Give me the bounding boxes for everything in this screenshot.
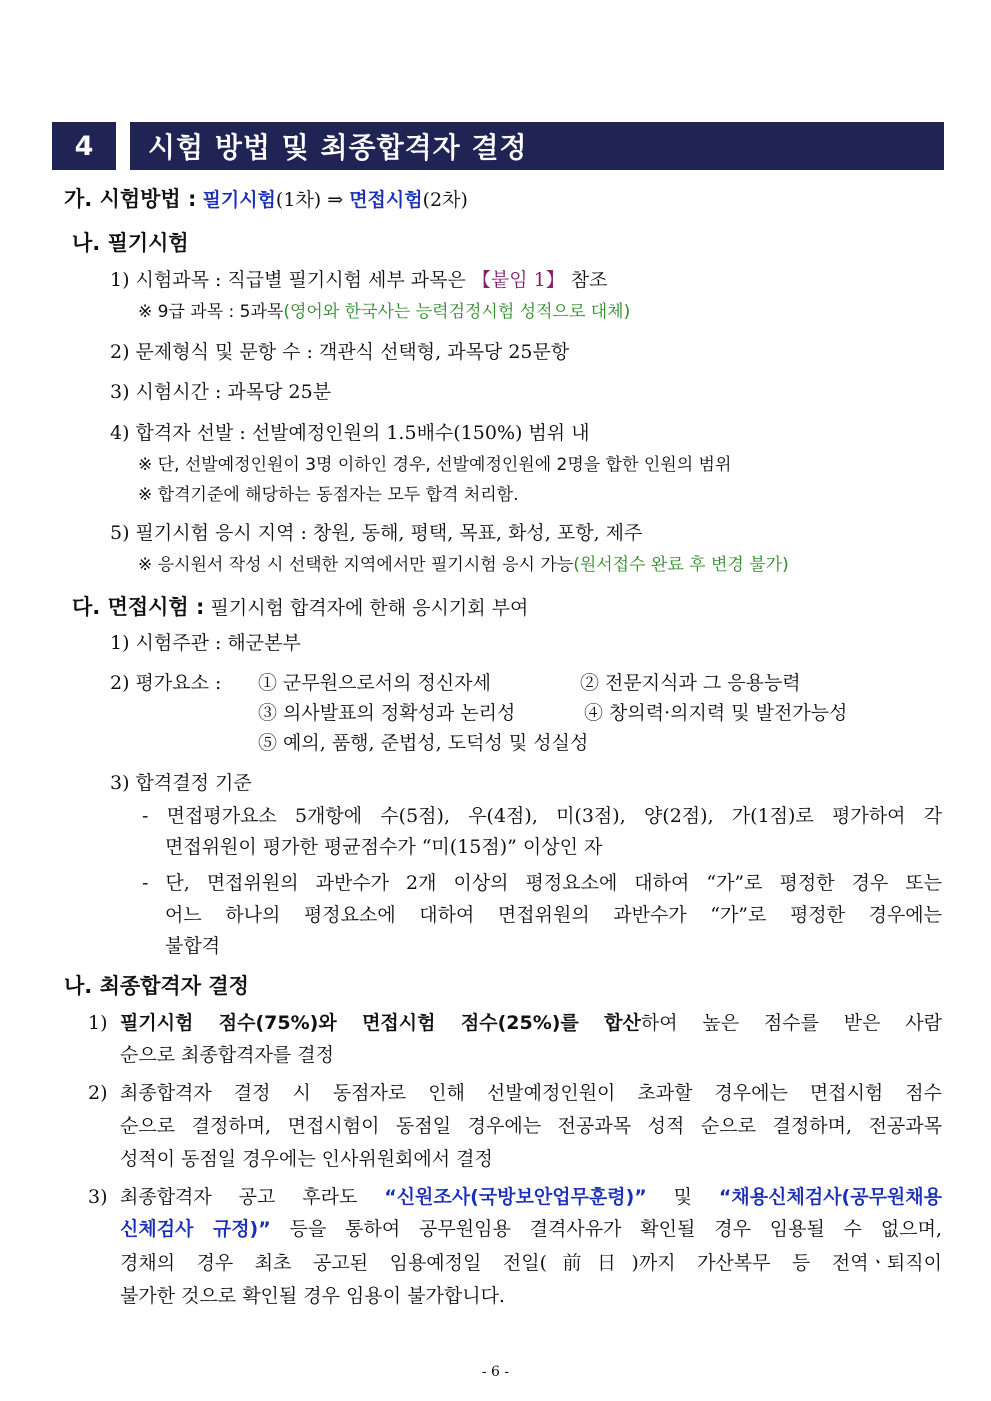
written-item-2: 2) 문제형식 및 문항 수 : 객관식 선택형, 과목당 25문항: [110, 341, 570, 363]
criterion-1-line-2: 면접위원이 평가한 평균점수가 “미(15점)” 이상인 자: [165, 836, 603, 858]
written-exam-label: 필기시험: [202, 189, 276, 211]
final-item-2-line-2: 순으로 결정하며, 면접시험이 동점일 경우에는 전공과목 성적 순으로 결정하며, 전공과목: [120, 1115, 942, 1137]
written-item-5-note: [138, 552, 789, 578]
written-exam-heading: 나. 필기시험: [72, 231, 189, 255]
written-item-1: [110, 267, 607, 293]
final-item-2-number: 2): [88, 1082, 108, 1104]
note-text: ※ 응시원서 작성 시 선택한 지역에서만 필기시험 응시 가능: [138, 555, 574, 575]
written-item-1-suffix: 참조: [564, 269, 608, 291]
written-item-4-note-2: ※ 합격기준에 해당하는 동점자는 모두 합격 처리함.: [138, 485, 519, 505]
final-item-3-text-a: 최종합격자 공고 후라도: [120, 1186, 385, 1208]
criterion-2-line-2: 어느 하나의 평정요소에 대하여 면접위원의 과반수가 “가”로 평정한 경우에는: [165, 904, 942, 926]
section-number: 4: [52, 122, 116, 170]
final-decision-heading: 나. 최종합격자 결정: [64, 974, 249, 998]
criterion-2-line-3: 불합격: [165, 935, 221, 957]
final-item-1-line-1: [120, 1010, 942, 1036]
background-check-ref: “신원조사(국방보안업무훈령)”: [384, 1186, 647, 1208]
evaluation-element-4: ④ 창의력·의지력 및 발전가능성: [584, 702, 848, 724]
written-item-4: 4) 합격자 선발 : 선발예정인원의 1.5배수(150%) 범위 내: [110, 422, 590, 444]
criterion-2-line-1: - 단, 면접위원의 과반수가 2개 이상의 평정요소에 대하여 “가”로 평정한 경우 또는: [142, 872, 942, 894]
exam-method-line: [64, 186, 468, 213]
note-green-text: (영어와 한국사는 능력검정시험 성적으로 대체): [283, 302, 631, 322]
final-item-1-line-2: 순으로 최종합격자를 결정: [120, 1044, 334, 1066]
final-item-1-number: 1): [88, 1012, 108, 1034]
section-title: 시험 방법 및 최종합격자 결정: [130, 122, 944, 170]
note-text: ※ 9급 과목 : 5과목: [138, 302, 284, 322]
evaluation-element-1: ① 군무원으로서의 정신자세: [258, 672, 491, 694]
final-item-3-line-1: [120, 1184, 942, 1210]
final-item-3-line-3: 경채의 경우 최초 공고된 임용예정일 전일(前日)까지 가산복무 등 전역ㆍ퇴직이: [120, 1252, 942, 1274]
final-item-2-line-3: 성적이 동점일 경우에는 인사위원회에서 결정: [120, 1148, 493, 1170]
interview-item-3: 3) 합격결정 기준: [110, 772, 252, 794]
written-item-3: 3) 시험시간 : 과목당 25분: [110, 381, 332, 403]
final-item-3-line-4: 불가한 것으로 확인될 경우 임용이 불가합니다.: [120, 1285, 505, 1307]
interview-heading-suffix: 필기시험 합격자에 한해 응시기회 부여: [210, 597, 529, 619]
final-item-3-line-2: [120, 1216, 942, 1242]
physical-exam-ref: “채용신체검사(공무원채용: [718, 1186, 942, 1208]
section-header: [52, 122, 944, 170]
final-item-3-number: 3): [88, 1186, 108, 1208]
final-item-2-line-1: 최종합격자 결정 시 동점자로 인해 선발예정인원이 초과할 경우에는 면접시험 점수: [120, 1082, 942, 1104]
exam-method-label: 가. 시험방법 :: [64, 187, 197, 211]
final-item-1-rest: 하여 높은 점수를 받은 사람: [640, 1012, 942, 1034]
arrow: ⇒: [327, 189, 344, 211]
evaluation-element-5: ⑤ 예의, 품행, 준법성, 도덕성 및 성실성: [258, 732, 589, 754]
interview-heading-line: [72, 594, 528, 621]
note-green-text: (원서접수 완료 후 변경 불가): [573, 555, 789, 575]
written-item-5: 5) 필기시험 응시 지역 : 창원, 동해, 평택, 목표, 화성, 포항, 제주: [110, 522, 643, 544]
interview-item-2-label: 2) 평가요소 :: [110, 672, 222, 694]
written-item-4-note-1: ※ 단, 선발예정인원이 3명 이하인 경우, 선발예정인원에 2명을 합한 인원의 범위: [138, 455, 732, 475]
interview-item-1: 1) 시험주관 : 해군본부: [110, 632, 301, 654]
final-item-3-text-c: 등을 통하여 공무원임용 결격사유가 확인될 경우 임용될 수 없으며,: [270, 1218, 942, 1240]
physical-exam-ref-cont: 신체검사 규정)”: [120, 1218, 271, 1240]
attachment-ref: 【붙임 1】: [471, 269, 565, 291]
written-item-1-text: 1) 시험과목 : 직급별 필기시험 세부 과목은: [110, 269, 472, 291]
interview-exam-suffix: (2차): [422, 189, 468, 211]
interview-exam-label: 면접시험: [349, 189, 423, 211]
written-exam-suffix: (1차): [275, 189, 322, 211]
evaluation-element-2: ② 전문지식과 그 응용능력: [580, 672, 801, 694]
evaluation-element-3: ③ 의사발표의 정확성과 논리성: [258, 702, 516, 724]
final-item-3-text-b: 및: [646, 1186, 719, 1208]
page-number: - 6 -: [481, 1364, 510, 1380]
score-sum-rule: 필기시험 점수(75%)와 면접시험 점수(25%)를 합산: [120, 1012, 641, 1034]
criterion-1-line-1: - 면접평가요소 5개항에 수(5점), 우(4점), 미(3점), 양(2점), 가(1점)로 평가하여 각: [142, 805, 942, 827]
interview-heading: 다. 면접시험 :: [72, 595, 205, 619]
written-item-1-note: [138, 299, 630, 325]
